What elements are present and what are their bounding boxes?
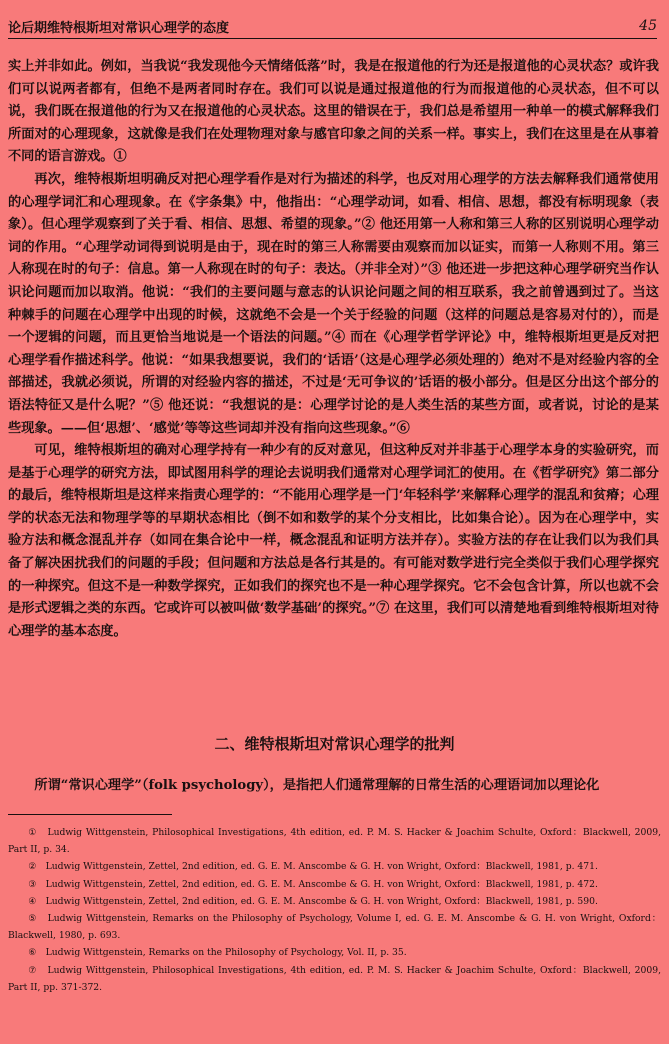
- footnote: ① Ludwig Wittgenstein, Philosophical Investigations, 4th edition, ed. P. M. S. Hacker & Joachim Schulte, Oxford：Blackwell, 2009, Part II, p. 34.: [8, 827, 661, 856]
- paragraph: 再次，维特根斯坦明确反对把心理学看作是对行为描述的科学，也反对用心理学的方法去解释我们通常使用的心理学词汇和心理现象。在《字条集》中，他指出：“心理学动词，如看、相信、思想，都没有标明现象（表象）。但心理学观察到了关于看、相信、思想、希望的现象。”② 他还用第一人称和第三人称的区别说明心理学动词的作用。“心理学动词得到说明是由于，现在时的第三人称需要由观察而加以证实，而第一人称则不用。第三人称现在时的句子：信息。第一人称现在时的句子：表达。（并非全对）”③ 他还进一步把这种心理学研究当作认识论问题而加以取消。他说：“我们的主要问题与意志的认识论问题之间的相互联系，我之前曾遇到过了。当这种棘手的问题在心理学中出现的时候，这就绝不会是一个关于经验的问题（这样的问题总是容易对付的），而是一个逻辑的问题，而且更恰当地说是一个语法的问题。”④ 而在《心理学哲学评论》中，维特根斯坦更是反对把心理学看作描述科学。他说：“如果我想要说，我们的‘话语’（这是心理学必须处理的）绝对不是对经验内容的全部描述，我就必须说，所谓的对经验内容的描述，不过是‘无可争议的’话语的极小部分。但是区分出这个部分的语法特征又是什么呢？”⑤ 他还说：“我想说的是：心理学讨论的是人类生活的某些方面，或者说，讨论的是某些现象。——但‘思想’、‘感觉’等等这些词却并没有指向这些现象。”⑥: [8, 171, 659, 436]
- footnote: ③ Ludwig Wittgenstein, Zettel, 2nd edition, ed. G. E. M. Anscombe & G. H. von Wright, Oxford：Blackwell, 1981, p. 472.: [28, 878, 598, 890]
- footnote: ④ Ludwig Wittgenstein, Zettel, 2nd edition, ed. G. E. M. Anscombe & G. H. von Wright, Oxford：Blackwell, 1981, p. 590.: [28, 895, 598, 907]
- section-heading: 二、维特根斯坦对常识心理学的批判: [214, 735, 455, 753]
- footnote: ⑤ Ludwig Wittgenstein, Remarks on the Philosophy of Psychology, Volume I, ed. G. E. M. Anscombe & G. H. von Wright, Oxford：Blackwell, 1980, p. 693.: [8, 913, 661, 942]
- page-number: 45: [639, 18, 657, 34]
- body-text: [8, 56, 659, 643]
- paragraph: 可见，维特根斯坦的确对心理学持有一种少有的反对意见，但这种反对并非基于心理学本身的实验研究，而是基于心理学的研究方法，即试图用科学的理论去说明我们通常对心理学词汇的使用。在《哲学研究》第二部分的最后，维特根斯坦是这样来指责心理学的：“不能用心理学是一门‘年轻科学’来解释心理学的混乱和贫瘠；心理学的状态无法和物理学等的早期状态相比（倒不如和数学的某个分支相比，比如集合论）。因为在心理学中，实验方法和概念混乱并存（如同在集合论中一样，概念混乱和证明方法并存）。实验方法的存在让我们以为我们具备了解决困扰我们的问题的手段；但问题和方法总是各行其是的。有可能对数学进行完全类似于我们心理学探究的一种探究。但这不是一种数学探究，正如我们的探究也不是一种心理学探究。它不会包含计算，所以也就不会是形式逻辑之类的东西。它或许可以被叫做‘数学基础’的探究。”⑦ 在这里，我们可以清楚地看到维特根斯坦对待心理学的基本态度。: [8, 443, 659, 639]
- running-title: 论后期维特根斯坦对常识心理学的态度: [8, 20, 230, 36]
- footnote: ② Ludwig Wittgenstein, Zettel, 2nd edition, ed. G. E. M. Anscombe & G. H. von Wright, Oxford：Blackwell, 1981, p. 471.: [28, 861, 598, 873]
- running-header: [8, 14, 657, 39]
- footnote: ⑦ Ludwig Wittgenstein, Philosophical Investigations, 4th edition, ed. P. M. S. Hacker & Joachim Schulte, Oxford：Blackwell, 2009, Part II, pp. 371-372.: [8, 964, 661, 993]
- footnotes: [8, 824, 661, 996]
- section-intro-paragraph: 所谓“常识心理学”（folk psychology），是指把人们通常理解的日常生活的心理语词加以理论化: [34, 778, 600, 793]
- footnote-separator: [8, 814, 172, 815]
- paragraph: 实上并非如此。例如，当我说“我发现他今天情绪低落”时，我是在报道他的行为还是报道他的心灵状态？或许我们可以说两者都有，但绝不是两者同时存在。我们可以说是通过报道他的行为而报道他的心灵状态，但不可以说，我们既在报道他的行为又在报道他的心灵状态。这里的错误在于，我们总是希望用一种单一的模式解释我们所面对的心理现象，这就像是我们在处理物理对象与感官印象之间的关系一样。事实上，我们在这里是在从事着不同的语言游戏。①: [8, 59, 659, 165]
- footnote: ⑥ Ludwig Wittgenstein, Remarks on the Philosophy of Psychology, Vol. II, p. 35.: [28, 947, 407, 959]
